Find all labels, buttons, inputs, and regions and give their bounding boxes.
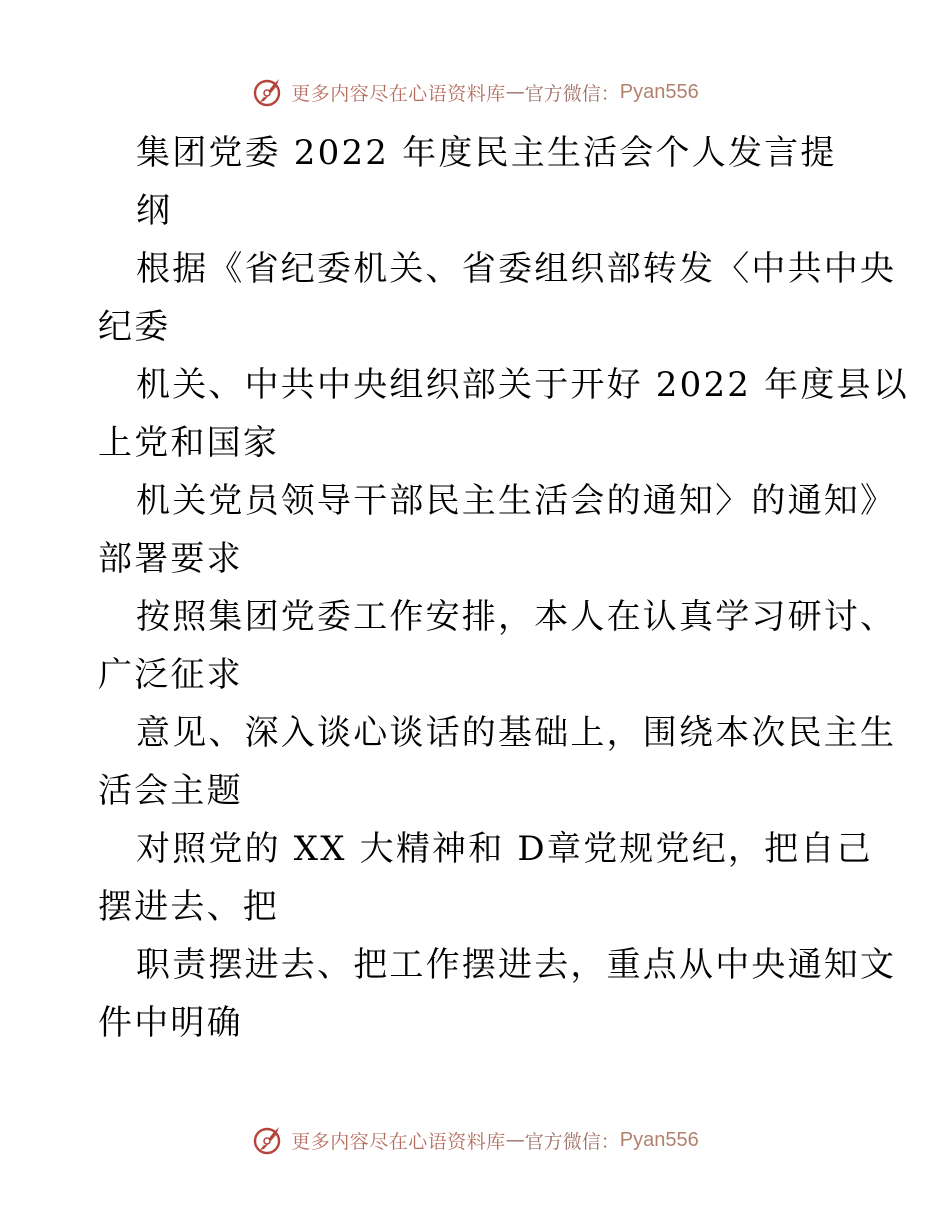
banner-promo-text: 更多内容尽在心语资料库 (291, 1130, 506, 1153)
body-line: 机关、中共中央组织部关于开好 2022 年度县以 (136, 365, 909, 405)
body-line: 根据《省纪委机关、省委组织部转发〈中共中央 (136, 249, 897, 289)
title-line: 纲 (136, 191, 173, 231)
body-line: 按照集团党委工作安排，本人在认真学习研讨、 (136, 597, 897, 637)
banner-wechat-id: Pyan556 (619, 1128, 699, 1151)
body-line: 纪委 (98, 307, 171, 347)
quill-logo-icon (251, 75, 285, 109)
footer-banner (0, 1120, 950, 1160)
body-line: 广泛征求 (98, 655, 243, 695)
body-line: 机关党员领导干部民主生活会的通知〉的通知》 (136, 481, 897, 521)
document-body (98, 124, 909, 1052)
body-line: 件中明确 (98, 1003, 243, 1043)
title-line: 集团党委 2022 年度民主生活会个人发言提 (136, 133, 837, 173)
banner-separator: — (505, 81, 525, 103)
body-line: 职责摆进去、把工作摆进去，重点从中央通知文 (136, 945, 897, 985)
banner-wechat-id: Pyan556 (619, 80, 699, 103)
body-line: 意见、深入谈心谈话的基础上，围绕本次民主生 (136, 713, 897, 753)
body-line: 摆进去、把 (98, 887, 279, 927)
banner-separator: — (505, 1129, 525, 1151)
body-line: 对照党的 XX 大精神和 D章党规党纪，把自己 (136, 829, 873, 869)
body-line: 活会主题 (98, 771, 243, 811)
banner-wechat-label: 官方微信： (524, 1130, 620, 1153)
body-line: 上党和国家 (98, 423, 279, 463)
banner-wechat-label: 官方微信： (524, 82, 620, 105)
body-line: 部署要求 (98, 539, 243, 579)
quill-logo-icon (251, 1123, 285, 1157)
header-banner (0, 72, 950, 112)
banner-promo-text: 更多内容尽在心语资料库 (291, 82, 506, 105)
